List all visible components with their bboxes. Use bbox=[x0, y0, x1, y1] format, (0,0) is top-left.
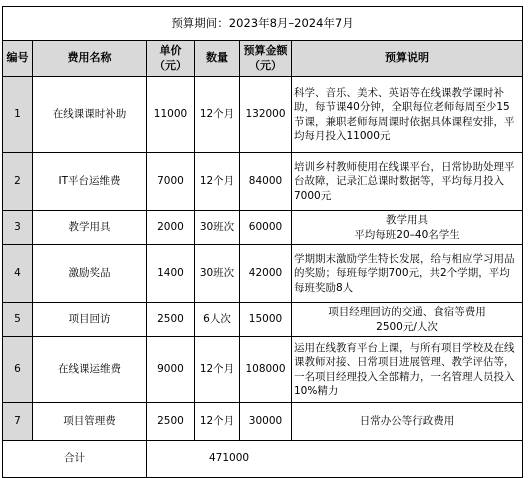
table-row bbox=[3, 337, 523, 403]
budget-amount: 84000 bbox=[240, 153, 292, 211]
budget-amount: 15000 bbox=[240, 303, 292, 337]
budget-amount: 30000 bbox=[240, 403, 292, 441]
unit-price: 2000 bbox=[147, 211, 195, 245]
quantity: 30班次 bbox=[195, 211, 240, 245]
budget-amount: 42000 bbox=[240, 245, 292, 303]
header-budget-notes: 预算说明 bbox=[292, 41, 523, 77]
row-number: 1 bbox=[3, 77, 33, 153]
quantity: 12个月 bbox=[195, 337, 240, 403]
unit-price: 9000 bbox=[147, 337, 195, 403]
unit-price: 2500 bbox=[147, 303, 195, 337]
row-number: 6 bbox=[3, 337, 33, 403]
row-number: 2 bbox=[3, 153, 33, 211]
header-expense-name: 费用名称 bbox=[33, 41, 147, 77]
budget-note: 日常办公等行政费用 bbox=[292, 403, 523, 441]
row-number: 7 bbox=[3, 403, 33, 441]
unit-price: 1400 bbox=[147, 245, 195, 303]
unit-price: 2500 bbox=[147, 403, 195, 441]
expense-name: 项目管理费 bbox=[33, 403, 147, 441]
header-unit-price: 单价 （元） bbox=[147, 41, 195, 77]
unit-price: 11000 bbox=[147, 77, 195, 153]
total-amount: 471000 bbox=[147, 441, 523, 478]
budget-note: 项目经理回访的交通、食宿等费用 2500元/人次 bbox=[292, 303, 523, 337]
quantity: 12个月 bbox=[195, 403, 240, 441]
table-row bbox=[3, 303, 523, 337]
expense-name: 在线课运维费 bbox=[33, 337, 147, 403]
budget-note: 培训乡村教师使用在线课平台，日常协助处理平台故障，记录汇总课时数据等，平均每月投入7000元 bbox=[292, 153, 523, 211]
budget-amount: 132000 bbox=[240, 77, 292, 153]
budget-amount: 60000 bbox=[240, 211, 292, 245]
quantity: 30班次 bbox=[195, 245, 240, 303]
quantity: 6人次 bbox=[195, 303, 240, 337]
table-row bbox=[3, 77, 523, 153]
expense-name: 项目回访 bbox=[33, 303, 147, 337]
quantity: 12个月 bbox=[195, 77, 240, 153]
table-row bbox=[3, 211, 523, 245]
quantity: 12个月 bbox=[195, 153, 240, 211]
budget-note: 教学用具 平均每班20–40名学生 bbox=[292, 211, 523, 245]
header-number: 编号 bbox=[3, 41, 33, 77]
budget-amount: 108000 bbox=[240, 337, 292, 403]
budget-period-title: 预算期间：2023年8月–2024年7月 bbox=[3, 7, 523, 41]
row-number: 4 bbox=[3, 245, 33, 303]
total-row bbox=[3, 441, 523, 478]
table-row bbox=[3, 153, 523, 211]
expense-name: 在线课课时补助 bbox=[33, 77, 147, 153]
budget-table bbox=[2, 6, 523, 478]
budget-note: 运用在线教育平台上课，与所有项目学校及在线课教师对接、日常项目进展管理、教学评估等，一名项目经理投入全部精力，一名管理人员投入10%精力 bbox=[292, 337, 523, 403]
expense-name: IT平台运维费 bbox=[33, 153, 147, 211]
budget-note: 科学、音乐、美术、英语等在线课教学课时补助，每节课40分钟，全职每位老师每周至少15节课，兼职老师每周课时依据具体课程安排，平均每月投入11000元 bbox=[292, 77, 523, 153]
budget-note: 学期期末激励学生特长发展，给与相应学习用品的奖励；每班每学期700元，共2个学期，平均每班奖励8人 bbox=[292, 245, 523, 303]
header-budget-amount: 预算金额 （元） bbox=[240, 41, 292, 77]
total-label: 合计 bbox=[3, 441, 147, 478]
unit-price: 7000 bbox=[147, 153, 195, 211]
row-number: 3 bbox=[3, 211, 33, 245]
header-quantity: 数量 bbox=[195, 41, 240, 77]
budget-sheet bbox=[2, 6, 523, 478]
expense-name: 激励奖品 bbox=[33, 245, 147, 303]
table-row bbox=[3, 403, 523, 441]
row-number: 5 bbox=[3, 303, 33, 337]
table-row bbox=[3, 245, 523, 303]
expense-name: 教学用具 bbox=[33, 211, 147, 245]
